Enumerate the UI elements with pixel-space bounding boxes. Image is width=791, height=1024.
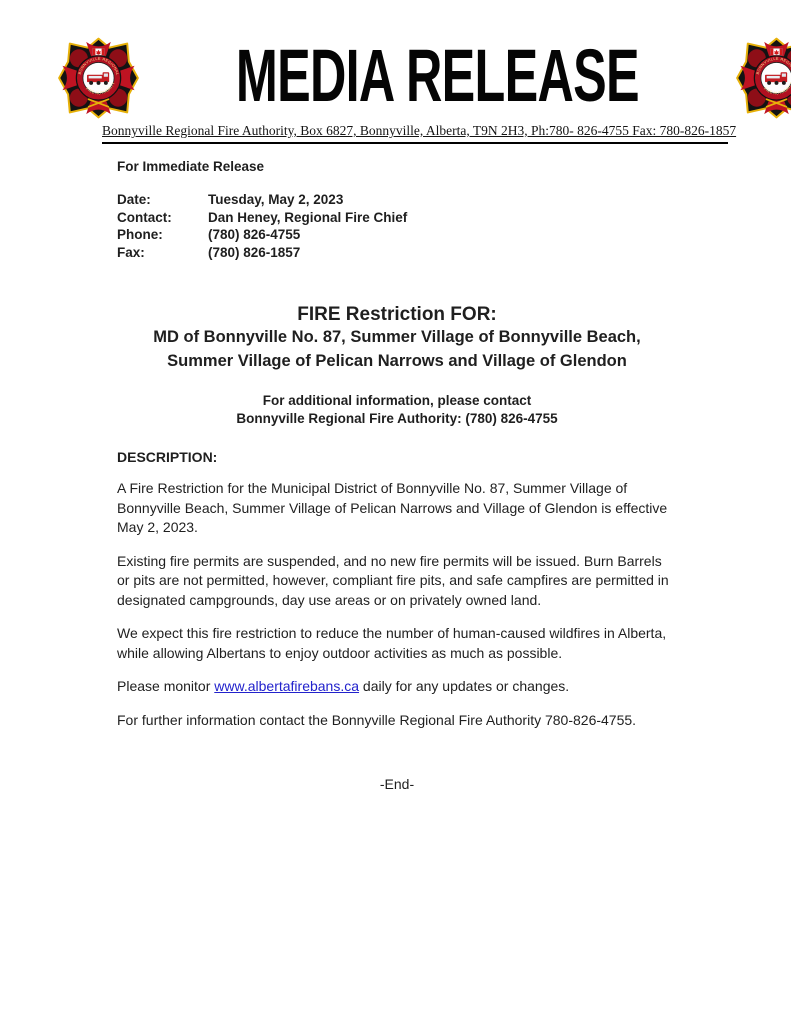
page-title: MEDIA RELEASE xyxy=(235,34,639,117)
fire-authority-badge-icon xyxy=(734,37,791,119)
paragraph-restriction-effective: A Fire Restriction for the Municipal District of Bonnyville No. 87, Summer Village of Bonnyville Beach, Summer Village of Pelican Narrows and Village of Glendon is effective May 2, 2023. xyxy=(117,480,668,535)
end-marker: -End- xyxy=(379,776,415,792)
restriction-subtitle-line2: Summer Village of Pelican Narrows and Village of Glendon xyxy=(167,351,627,370)
document-body xyxy=(0,159,791,792)
link-post-text: daily for any updates or changes. xyxy=(359,678,570,694)
paragraph-further-info: For further information contact the Bonnyville Regional Fire Authority 780-826-4755. xyxy=(117,711,637,728)
contact-row-date xyxy=(117,191,677,209)
contact-label: Contact: xyxy=(117,209,172,225)
paragraph-expectation: We expect this fire restriction to reduce the number of human-caused wildfires in Alberta, while allowing Albertans to enjoy outdoor activities as much as possible. xyxy=(117,625,667,661)
link-pre-text: Please monitor xyxy=(117,678,215,694)
address-text: Bonnyville Regional Fire Authority, Box 6827, Bonnyville, Alberta, T9N 2H3, Ph:780- 826-4755 Fax: 780-826-1857 xyxy=(102,123,737,138)
phone-value: (780) 826-4755 xyxy=(208,227,301,242)
restriction-subtitle-line1: MD of Bonnyville No. 87, Summer Village of Bonnyville Beach, xyxy=(153,328,641,346)
fax-label: Fax: xyxy=(117,244,145,260)
contact-value: Dan Heney, Regional Fire Chief xyxy=(208,209,408,225)
contact-block xyxy=(117,191,677,261)
date-label: Date: xyxy=(117,192,151,207)
contact-row-phone xyxy=(117,226,677,244)
immediate-release-label: For Immediate Release xyxy=(117,159,265,174)
title-area xyxy=(141,34,734,117)
contact-row-fax xyxy=(117,244,677,262)
additional-info-block xyxy=(117,392,677,428)
fire-authority-badge-icon xyxy=(56,37,141,119)
restriction-heading-block xyxy=(117,303,677,373)
phone-label: Phone: xyxy=(117,227,163,242)
paragraph-permits: Existing fire permits are suspended, and no new fire permits will be issued. Burn Barrels or pits are not permitted, however, compliant fire pits, and safe campfires are permitted in designated campgrounds, day use areas or on privately owned land. xyxy=(117,552,669,608)
fax-value: (780) 826-1857 xyxy=(208,244,301,260)
contact-row-contact xyxy=(117,209,677,227)
paragraph-monitor-link xyxy=(117,677,677,697)
additional-info-line1: For additional information, please contact xyxy=(262,393,532,408)
document-header xyxy=(0,0,791,119)
date-value: Tuesday, May 2, 2023 xyxy=(208,192,344,207)
restriction-title: FIRE Restriction FOR: xyxy=(297,304,497,325)
albertafirebans-link[interactable]: www.albertafirebans.ca xyxy=(214,678,360,694)
additional-info-line2: Bonnyville Regional Fire Authority: (780) 826-4755 xyxy=(236,411,558,426)
description-label: DESCRIPTION: xyxy=(117,449,218,465)
address-rule xyxy=(102,123,737,144)
